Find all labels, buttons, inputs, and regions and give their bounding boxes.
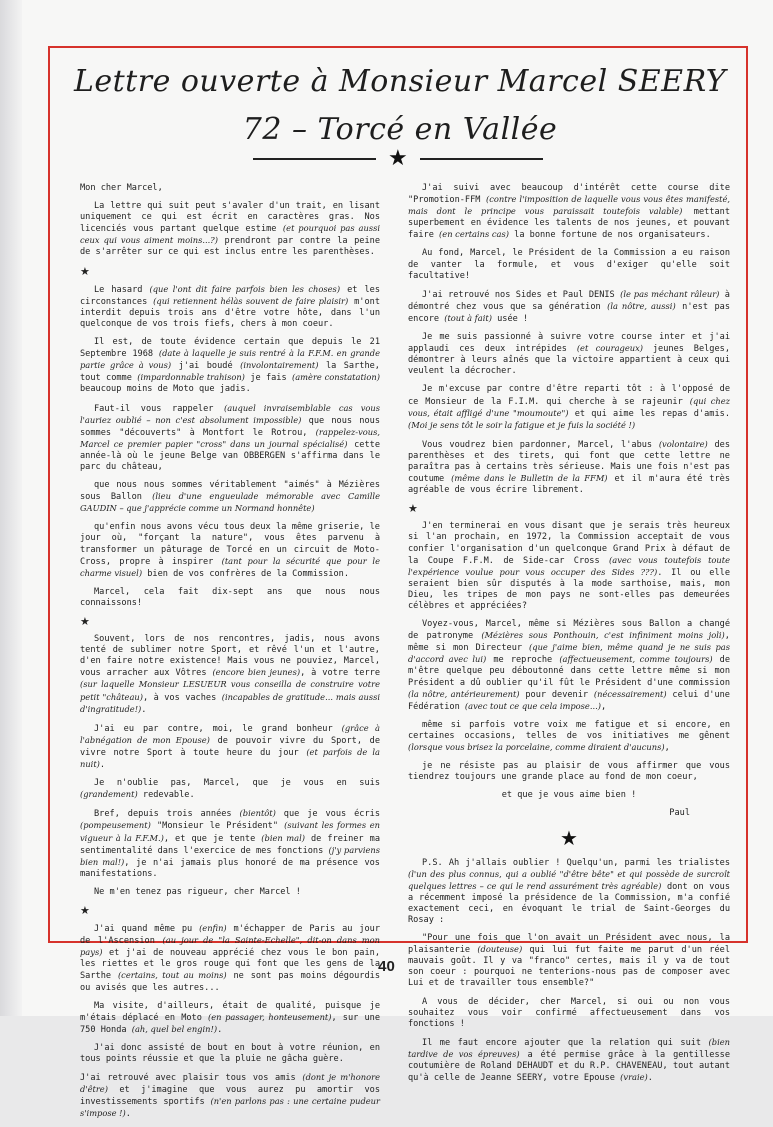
paragraph: P.S. Ah j'allais oublier ! Quelqu'un, parmi les trialistes (l'un des plus connus, qui a oublié "d'être bête" et qui possède de surcroît quelques lettres – ce qui le rend assurément très agréable) dont on vous a récemment imposé la présidence de la Commission, m'a confié exactement ceci, en évoquant le trial de Saint-Georges du Rosay : xyxy=(408,857,730,925)
right-text-body xyxy=(408,183,730,801)
paragraph: J'ai retrouvé nos Sides et Paul DENIS (le pas méchant râleur) à démontré chez vous que sa génération (la nôtre, aussi) n'est pas encore (tout à fait) usée ! xyxy=(408,288,730,324)
page-spine-shadow xyxy=(0,0,22,1016)
paragraph: J'ai quand même pu (enfin) m'échapper de Paris au jour de l'Ascension (au jour de "la Sainte-Echelle", dit-on dans mon pays) et j'ai de nouveau apprécié chez vous le bon pain, les riettes et le gros rouge qui font que les gens de la Sarthe (certains, tout au moins) ne sont pas moins dégourdis ou avisés que les autres... xyxy=(80,923,381,993)
paragraph: je ne résiste pas au plaisir de vous affirmer que vous tiendrez toujours une grande place au fond de mon coeur, xyxy=(408,761,730,783)
section-star-icon: ★ xyxy=(80,903,90,917)
paragraph: Le hasard (que l'ont dit faire parfois bien les choses) et les circonstances (qui retiennent hélàs souvent de faire plaisir) m'ont interdit depuis trois ans d'être votre hôte, dans l'un quelconque de vos trois fiefs, chers à mon coeur. xyxy=(80,283,381,329)
paragraph: La lettre qui suit peut s'avaler d'un trait, en lisant uniquement ce qui est écrit en caractères gras. Nos licenciés vous partant quelque estime (et pourquoi pas aussi ceux qui vous aiment moins...?) prendront par contre la peine de s'arrêter sur ce qui est inclus entre les parenthèses. xyxy=(80,201,380,258)
paragraph: J'en terminerai en vous disant que je serais très heureux si l'an prochain, en 1972, la Commission acceptait de vous confier l'organisation d'un quelconque Grand Prix à défaut de la Coupe F.F.M. de Side-car Cross (avec vous toutefois toute l'expérience voulue pour vous occuper des Sides ???). Il ou elle seraient bien sûr disputés à la mode sarthoise, mais, mon Dieu, les tripes de mon pays ne sont-elles pas demeurées célèbres et appréciées? xyxy=(408,521,730,611)
paragraph: A vous de décider, cher Marcel, si oui ou non vous souhaitez vous voir confirmé affectueusement dans vos fonctions ! xyxy=(408,996,730,1029)
letter-title: Lettre ouverte à Monsieur Marcel SEERY xyxy=(73,64,727,99)
title-rule-right xyxy=(420,158,543,160)
ps-star-icon: ★ xyxy=(560,825,578,850)
signature: Paul xyxy=(669,808,690,819)
title-star-icon: ★ xyxy=(388,146,408,171)
title-rule-left xyxy=(253,158,376,160)
paragraph: J'ai eu par contre, moi, le grand bonheur (grâce à l'abnégation de mon Epouse) de pouvoir vivre du Sport, de vivre notre Sport à toute heure du jour (et parfois de la nuit). xyxy=(80,722,381,771)
paragraph: "Pour une fois que l'on avait un Président avec nous, la plaisanterie (douteuse) qui lui fut faite me parut d'un réel mauvais goût. Il y va "franco" certes, mais il y va de tout son coeur : pourquoi ne tenterions-nous pas de composer avec Lui et de travailler tous ensemble?" xyxy=(408,933,730,989)
paragraph: Je me suis passionné à suivre votre course inter et j'ai applaudi ces deux intrépides (et courageux) jeunes Belges, démontrer à leurs aînés que la victoire appartient à ceux qui veulent la décrocher. xyxy=(408,332,731,377)
paragraph: qu'enfin nous avons vécu tous deux la même griserie, le jour où, "forçant la nature", vous êtes parvenu à transformer un pâturage de Torcé en un circuit de Moto-Cross, propre à inspirer (tant pour la sécurité que pour le charme visuel) bien de vos confrères de la Commission. xyxy=(80,522,380,579)
paragraph: que nous nous sommes véritablement "aimés" à Mézières sous Ballon (lieu d'une engueulade mémorable avec Camille GAUDIN – que j'apprécie comme un Normand honnête) xyxy=(80,480,380,514)
page-number: 40 xyxy=(378,958,395,975)
section-star-icon: ★ xyxy=(80,615,90,628)
paragraph: Faut-il vous rappeler (auquel invraisemblable cas vous l'auriez oublié – non c'est absolument impossible) que nous nous sommes "découverts" à Montfort le Rotrou, (rappelez-vous, Marcel ce premier papier "cross" dans un journal spécialisé) cette année-là où le jeune Belge van OBBERGEN s'affirma dans le parc du château, xyxy=(80,402,380,472)
right-text-column xyxy=(408,183,730,1091)
paragraph: Au fond, Marcel, le Président de la Commission a eu raison de vanter la formule, et vous d'exiger qu'elle soit facultative! xyxy=(408,248,730,281)
paragraph: Je m'excuse par contre d'être reparti tôt : à l'opposé de ce Monsieur de la F.I.M. qui cherche à se rajeunir (qui chez vous, était affligé d'une "moumoute") et qui aime les repas d'amis. (Moi je sens tôt le soir la fatigue et je fuis la société !) xyxy=(408,384,730,430)
paragraph: et que je vous aime bien ! xyxy=(501,790,637,801)
left-text-column xyxy=(80,183,380,1127)
paragraph: J'ai donc assisté de bout en bout à votre réunion, en tous points réussie et que la pluie ne gâcha guère. xyxy=(80,1042,380,1064)
paragraph: Bref, depuis trois années (bientôt) que je vous écris (pompeusement) "Monsieur le Président" (suivant les formes en vigueur à la F.F.M.), et que je tente (bien mal) de freiner ma sentimentalité dans l'exercice de mes fonctions (j'y parviens bien mal!), je n'ai jamais plus honoré de ma présence vos manifestations. xyxy=(80,808,380,879)
paragraph: J'ai suivi avec beaucoup d'intérêt cette course dite "Promotion-FFM (contre l'imposition de laquelle vous vous êtes manifesté, mais dont le principe vous paraissait toutefois valable) mettant superbement en évidence les talents de nos jeunes, et pouvant faire (en certains cas) la bonne fortune de nos organisateurs. xyxy=(408,183,730,241)
paragraph: Vous voudrez bien pardonner, Marcel, l'abus (volontaire) des parenthèses et des tirets, qui font que cette lettre ne paraîtra pas à certains très sérieuse. Mais une fois n'est pas coutume (même dans le Bulletin de la FFM) et il m'aura été très agréable de vous écrire librement. xyxy=(408,438,731,496)
paragraph: Il me faut encore ajouter que la relation qui suit (bien tardive de vos épreuves) a été permise grâce à la gentillesse coutumière de Roland DEHAUDT et du R.P. CHAVENEAU, tout autant qu'à celle de Jeanne SEERY, votre Epouse (vraie). xyxy=(408,1036,730,1084)
paragraph: Il est, de toute évidence certain que depuis le 21 Septembre 1968 (date à laquelle je suis rentré à la F.F.M. en grande partie grâce à vous) j'ai boudé (involontairement) la Sarthe, tout comme (impardonnable trahison) je fais (amère constatation) beaucoup moins de Moto que jadis. xyxy=(80,337,381,395)
paragraph: Ma visite, d'ailleurs, était de qualité, puisque je m'étais déplacé en Moto (en passager, honteusement), sur une 750 Honda (ah, quel bel engin!). xyxy=(80,1000,380,1035)
paragraph: Je n'oublie pas, Marcel, que je vous en suis (grandement) redevable. xyxy=(80,778,380,801)
paragraph: Ne m'en tenez pas rigueur, cher Marcel ! xyxy=(94,886,301,897)
section-star-icon: ★ xyxy=(408,502,418,516)
paragraph: J'ai retrouvé avec plaisir tous vos amis (dont je m'honore d'être) et j'imagine que vous aurez pu amortir vos investissements sportifs (n'en parlons pas : une certaine pudeur s'impose !). xyxy=(80,1072,380,1120)
paragraph: Mon cher Marcel, xyxy=(80,183,163,193)
paragraph: Voyez-vous, Marcel, même si Mézières sous Ballon a changé de patronyme (Mézières sous Ponthouin, c'est infiniment moins joli), même si mon Directeur (que j'aime bien, même quand je ne suis pas d'accord avec lui) me reproche (affectueusement, comme toujours) de m'être quelque peu déboutonné dans cette lettre même si mon Président a dû oublier qu'il fût le Président d'une commission (la nôtre, antérieurement) pour devenir (nécessairement) celui d'une Fédération (avec tout ce que cela impose...), xyxy=(408,619,730,712)
paragraph: même si parfois votre voix me fatigue et si encore, en certaines occasions, telles de vos initiatives me gênent (lorsque vous brisez la porcelaine, comme diraient d'aucuns), xyxy=(408,719,730,754)
section-star-icon: ★ xyxy=(80,264,90,278)
letter-subtitle: 72 – Torcé en Vallée xyxy=(242,112,558,147)
paragraph: Souvent, lors de nos rencontres, jadis, nous avons tenté de sublimer notre Sport, et rêvé l'un et l'autre, d'en faire notre existence! Mais vous ne pouviez, Marcel, vous arracher aux Vôtres (encore bien jeunes), à votre terre (sur laquelle Monsieur LESUEUR vous conseilla de construire votre petit "château), à vos vaches (incapables de gratitude... mais aussi d'ingratitude!). xyxy=(80,634,380,715)
paragraph: Marcel, cela fait dix-sept ans que nous nous connaissons! xyxy=(80,586,380,608)
